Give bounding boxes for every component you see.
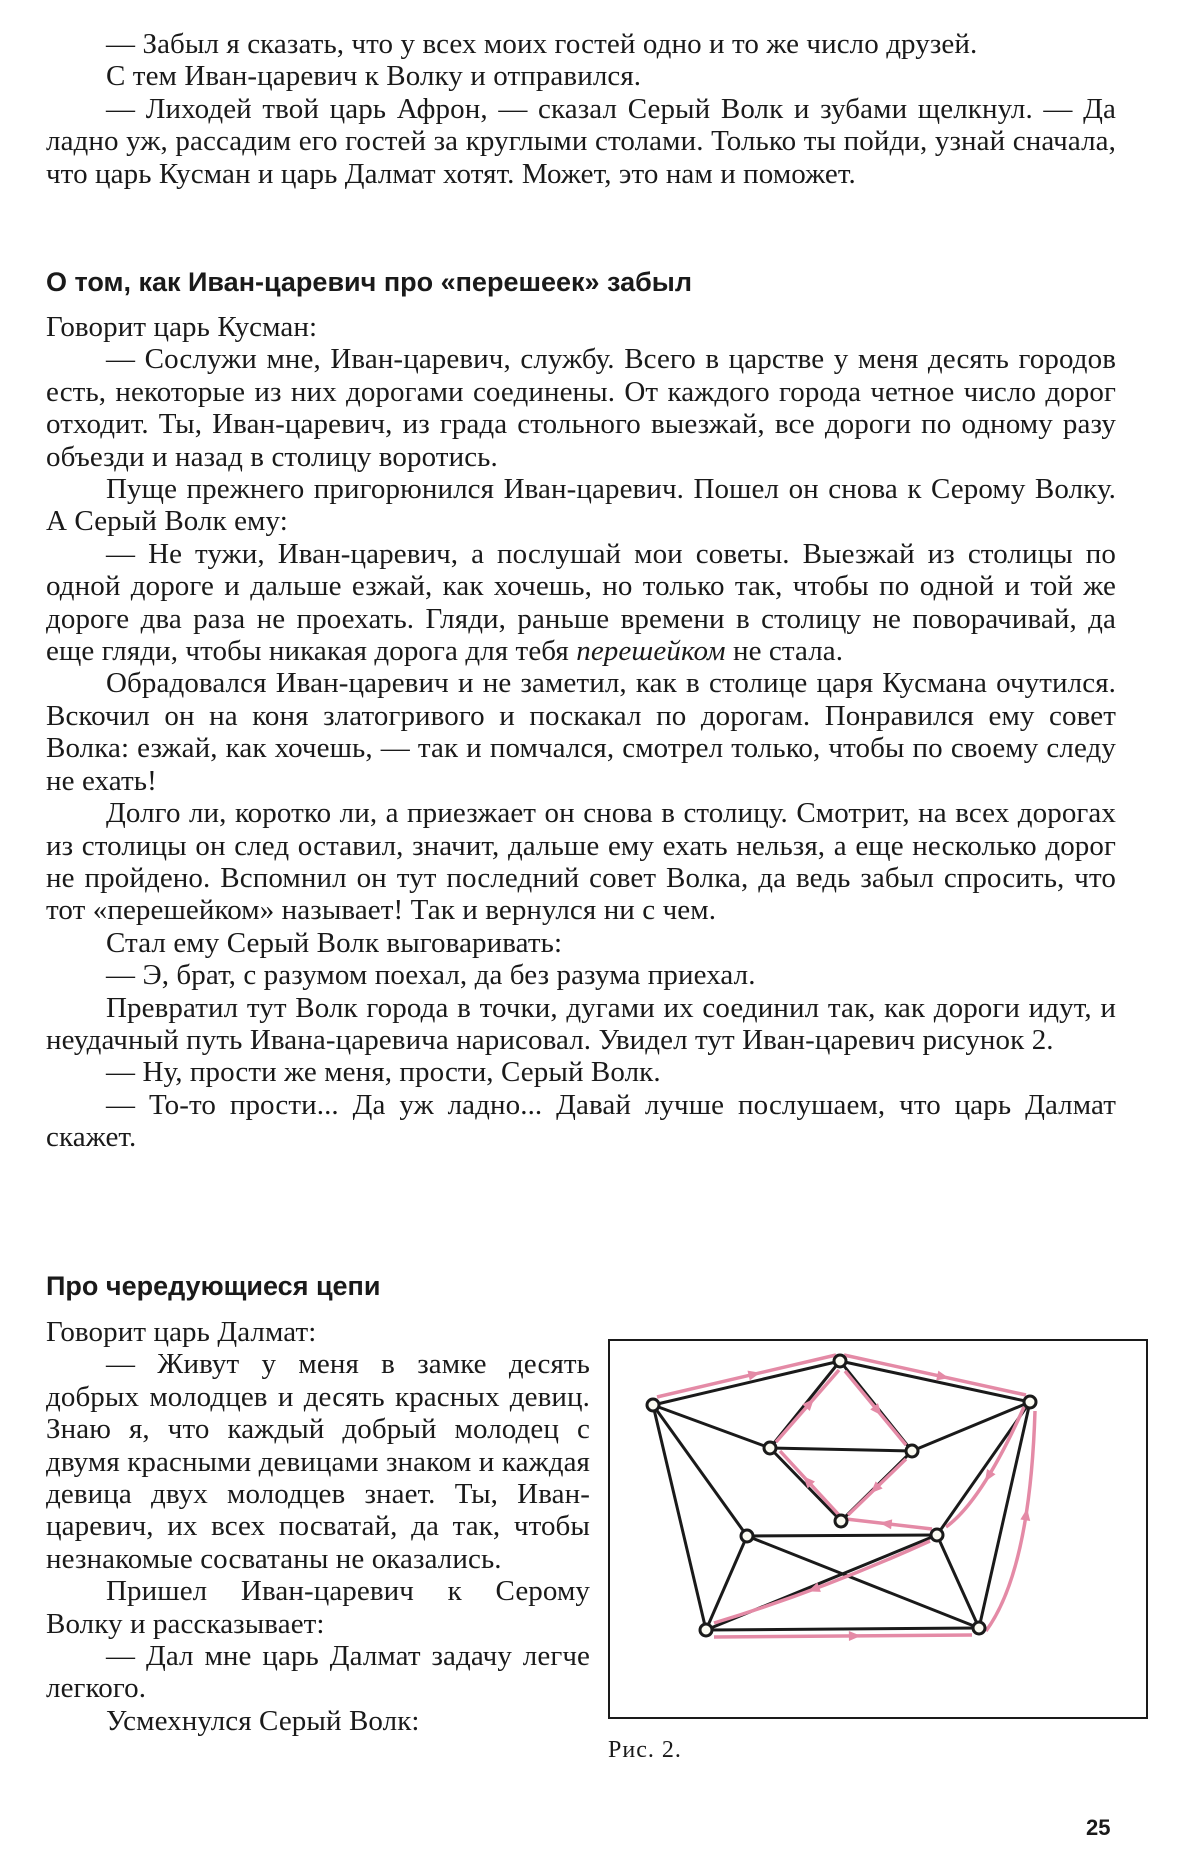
graph-road-BI: [653, 1405, 706, 1630]
paragraph: — Дал мне царь Далмат задачу легче легкого.: [46, 1640, 590, 1705]
paragraph: Говорит царь Кусман:: [46, 311, 318, 343]
paragraph: — То-то прости... Да уж ладно... Давай лучше послушаем, что царь Далмат скажет.: [46, 1088, 1116, 1154]
paragraph: Усмехнулся Серый Волк:: [106, 1704, 420, 1737]
graph-road-BD: [653, 1405, 770, 1448]
paragraph: — Ну, прости же меня, прости, Серый Волк.: [106, 1056, 661, 1089]
graph-road-DE: [770, 1448, 912, 1451]
city-vertex-I: [700, 1624, 712, 1636]
route-arrow: [849, 1631, 861, 1641]
paragraph: — Забыл я сказать, что у всех моих гостей одно и то же число друзей.: [106, 28, 978, 60]
intro-text: [46, 28, 1116, 190]
city-vertex-F: [835, 1515, 847, 1527]
section-chains-text: [46, 1316, 590, 1737]
city-vertex-A: [834, 1355, 846, 1367]
paragraph: Пришел Иван-царевич к Серому Волку и рассказывает:: [46, 1575, 590, 1640]
paragraph: — Э, брат, с разумом поехал, да без разума приехал.: [106, 959, 756, 992]
graph-road-GH: [747, 1535, 937, 1536]
city-vertex-D: [764, 1442, 776, 1454]
city-vertex-E: [906, 1445, 918, 1457]
paragraph: Говорит царь Далмат:: [46, 1316, 317, 1348]
city-vertex-B: [647, 1399, 659, 1411]
paragraph: — Живут у меня в замке десять добрых молодцев и десять красных девиц. Знаю я, что каждый добрый молодец с двумя красными девицами знаком и каждая девица двух молодцев знает. Ты, Иван-царевич, их всех посватай, да так, чтобы незнакомые сосватаны не оказались.: [46, 1348, 590, 1575]
paragraph: Пуще прежнего пригорюнился Иван-царевич. Пошел он снова к Серому Волку. А Серый Волк ему:: [46, 473, 1116, 538]
graph-figure: [608, 1339, 1148, 1719]
graph-road-IJ: [706, 1628, 979, 1630]
route-segment: [844, 1355, 1026, 1395]
page-number: 25: [1086, 1815, 1111, 1840]
paragraph: Долго ли, коротко ли, а приезжает он снова в столицу. Смотрит, на всех дорогах из столицы он след оставил, значит, дальше ему ехать нельзя, а еще несколько дорог не пройдено. Вспомнил он тут последний совет Волка, да ведь забыл спросить, что тот «перешейком» называет! Так и вернулся ни с чем.: [46, 797, 1116, 927]
route-arrow: [879, 1518, 892, 1529]
section-heading-peresheek: О том, как Иван-царевич про «перешеек» забыл: [46, 267, 692, 297]
city-vertex-C: [1024, 1396, 1036, 1408]
graph-diagram: [610, 1341, 1146, 1717]
paragraph: Обрадовался Иван-царевич и не заметил, как в столице царя Кусмана очутился. Вскочил он на коня златогривого и поскакал по дорогам. Понравился ему совет Волка: езжай, как хочешь, — так и помчался, смотрел только, чтобы по своему следу не ехать!: [46, 667, 1116, 797]
section-heading-chains: Про чередующиеся цепи: [46, 1271, 381, 1301]
route-segment: [714, 1635, 972, 1637]
paragraph: [46, 538, 1116, 668]
city-vertex-H: [931, 1529, 943, 1541]
city-vertex-J: [973, 1622, 985, 1634]
section-peresheek-text: [46, 311, 1116, 1154]
paragraph: — Лиходей твой царь Афрон, — сказал Серый Волк и зубами щелкнул. — Да ладно уж, рассадим его гостей за круглыми столами. Только ты пойди, узнай сначала, что царь Кусман и царь Далмат хотят. Может, это нам и поможет.: [46, 92, 1116, 190]
city-vertex-G: [741, 1530, 753, 1542]
figure-caption: Рис. 2.: [608, 1737, 682, 1763]
graph-road-DF: [770, 1448, 841, 1521]
italic-term: перешейком: [576, 635, 726, 668]
paragraph: С тем Иван-царевич к Волку и отправился.: [106, 60, 642, 93]
paragraph: Превратил тут Волк города в точки, дугами их соединил так, как дороги идут, и неудачный путь Ивана-царевича нарисовал. Увидел тут Иван-царевич рисунок 2.: [46, 991, 1116, 1056]
paragraph: — Сослужи мне, Иван-царевич, службу. Всего в царстве у меня десять городов есть, некоторые из них дорогами соединены. От каждого города четное число дорог отходит. Ты, Иван-царевич, из града стольного выезжай, все дороги по одному разу объезди и назад в столицу воротись.: [46, 343, 1116, 473]
route-segment: [986, 1411, 1035, 1631]
text-span: — Не тужи, Иван-царевич, а послушай мои советы. Выезжай из столицы по одной дороге и дальше езжай, как хочешь, но только так, чтобы по одной и той же дороге два раза не проехать. Гляди, раньше времени в столицу не поворачивай, да еще гляди, чтобы никакая дорога для тебя: [46, 537, 1116, 668]
text-span: не стала.: [732, 635, 844, 668]
route-segment: [657, 1355, 836, 1397]
paragraph: Стал ему Серый Волк выговаривать:: [106, 926, 563, 959]
